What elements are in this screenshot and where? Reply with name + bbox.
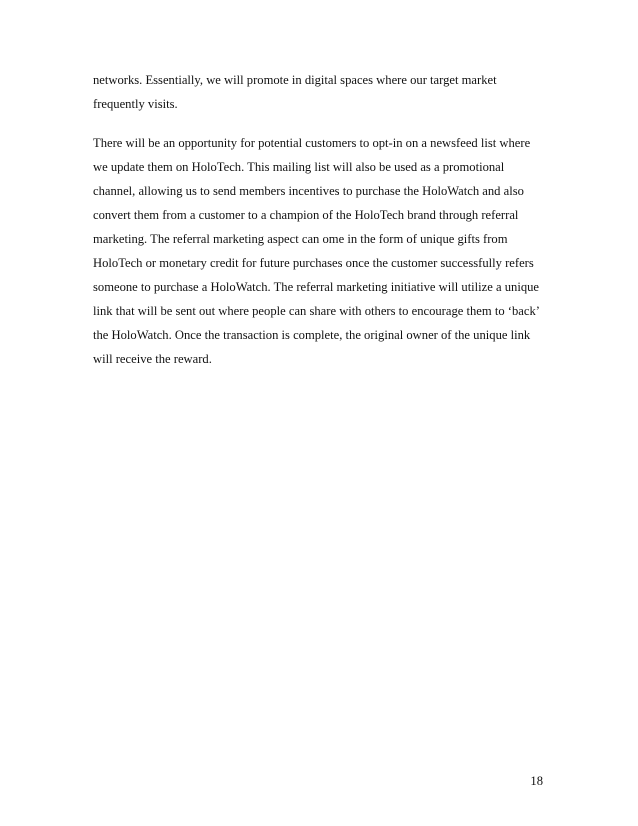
- text-line: There will be an opportunity for potential customers to opt-in on a newsfeed list where: [93, 136, 531, 150]
- page-number: 18: [530, 774, 543, 788]
- text-line: convert them from a customer to a champion of the HoloTech brand through referral: [93, 208, 519, 222]
- text-line: networks. Essentially, we will promote in digital spaces where our target market: [93, 73, 497, 87]
- text-line: the HoloWatch. Once the transaction is complete, the original owner of the unique link: [93, 328, 531, 342]
- paragraph-referral-marketing: [93, 131, 553, 371]
- text-line: marketing. The referral marketing aspect can ome in the form of unique gifts from: [93, 232, 508, 246]
- text-line: HoloTech or monetary credit for future purchases once the customer successfully refers: [93, 256, 534, 270]
- text-line: frequently visits.: [93, 97, 178, 111]
- text-line: channel, allowing us to send members incentives to purchase the HoloWatch and also: [93, 184, 524, 198]
- text-line: link that will be sent out where people can share with others to encourage them to ‘back’: [93, 304, 540, 318]
- text-line: someone to purchase a HoloWatch. The referral marketing initiative will utilize a unique: [93, 280, 540, 294]
- paragraph-networks: [93, 68, 553, 116]
- text-line: will receive the reward.: [93, 352, 212, 366]
- text-line: we update them on HoloTech. This mailing list will also be used as a promotional: [93, 160, 505, 174]
